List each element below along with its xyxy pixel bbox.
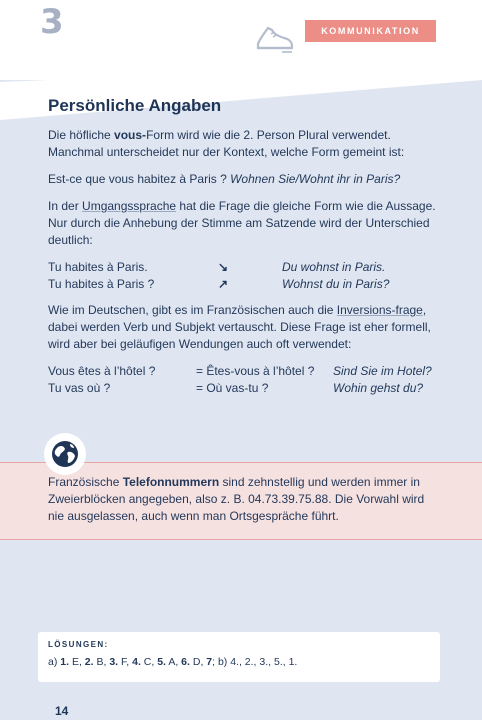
page-number: 14 <box>55 704 69 718</box>
solution-number: 7 <box>206 656 213 668</box>
solution-prefix: a) <box>48 656 61 668</box>
info-text <box>48 474 440 525</box>
arrow-up-right-icon: ↗ <box>218 277 229 291</box>
solution-value: F, <box>121 656 133 668</box>
solution-number: 4. <box>132 656 141 668</box>
text: , dabei werden Verb und Subjekt vertauscht. Diese Frage ist eher formell, wird aber bei geläufigen Wendungen auch oft verwendet: <box>48 303 431 351</box>
solution-number: 2. <box>84 656 94 668</box>
text: hat die Frage die gleiche Form wie die Aussage. Nur durch die Anhebung der Stimme am Satzende wird der Unterschied deutlich: <box>48 199 436 247</box>
example-row <box>48 276 440 293</box>
bold-term: Telefonnummern <box>122 475 220 489</box>
example-row <box>48 259 440 276</box>
example-sentence <box>48 171 440 188</box>
example-row <box>48 363 440 380</box>
french-text: Tu habites à Paris ? <box>48 277 155 291</box>
solution-number: 3. <box>109 656 119 668</box>
solution-number: 1. <box>60 656 70 668</box>
german-translation: Wohnst du in Paris? <box>282 277 390 291</box>
french-text: Tu habites à Paris. <box>48 260 148 274</box>
solution-value: E, <box>71 656 85 668</box>
globe-icon <box>50 439 80 469</box>
solution-number: 5. <box>157 656 166 668</box>
inversion-form: = Êtes-vous à l’hôtel ? <box>196 364 315 378</box>
text: Französische <box>48 475 123 489</box>
text: sind zehnstellig und werden immer in Zweierblöcken angegeben, also z. B. 04.73.39.75.88. Die Vorwahl wird nie ausgelassen, auch wenn man Ortsgespräche führt. <box>48 475 425 523</box>
paragraph-colloquial <box>48 198 440 249</box>
chapter-number: 3 <box>40 2 64 42</box>
underlined-term: Umgangssprache <box>82 199 177 213</box>
page-title: Persönliche Angaben <box>48 96 222 115</box>
solution-value: B, <box>96 656 110 668</box>
german-translation: Du wohnst in Paris. <box>282 260 386 274</box>
french-text: Tu vas où ? <box>48 381 111 395</box>
example-row <box>48 380 440 397</box>
french-text: Vous êtes à l’hôtel ? <box>48 364 156 378</box>
solutions-box <box>38 632 440 682</box>
sneaker-icon <box>252 18 296 56</box>
inversion-form: = Où vas-tu ? <box>196 381 269 395</box>
german-translation: Sind Sie im Hotel? <box>333 364 432 378</box>
solution-number: 6. <box>181 656 190 668</box>
text: Form wird wie die 2. Person Plural verwendet. Manchmal unterscheidet nur der Kontext, welche Form gemeint ist: <box>48 128 405 159</box>
solutions-title: LÖSUNGEN: <box>48 640 109 649</box>
french-text: Est-ce que vous habitez à Paris ? <box>48 172 231 186</box>
paragraph-vous-form <box>48 127 440 161</box>
solution-value: D, <box>192 656 207 668</box>
bold-term: vous- <box>114 128 147 142</box>
german-translation: Wohin gehst du? <box>333 381 424 395</box>
underlined-term: Inversions-frage <box>336 303 423 317</box>
section-tab: KOMMUNIKATION <box>305 20 436 42</box>
intonation-examples <box>48 259 440 293</box>
solution-value: A, <box>168 656 182 668</box>
text: In der <box>48 199 83 213</box>
inversion-examples <box>48 363 440 397</box>
german-translation: Wohnen Sie/Wohnt ihr in Paris? <box>230 172 401 186</box>
text: Wie im Deutschen, gibt es im Französischen auch die <box>48 303 337 317</box>
globe-badge <box>44 433 86 475</box>
solution-value: C, <box>143 656 158 668</box>
text: Die höfliche <box>48 128 115 142</box>
solutions-line <box>48 656 430 668</box>
solution-value: ; b) 4., 2., 3., 5., 1. <box>212 656 298 668</box>
paragraph-inversion <box>48 302 440 353</box>
main-content <box>48 96 440 406</box>
arrow-down-right-icon: ↘ <box>218 260 229 274</box>
